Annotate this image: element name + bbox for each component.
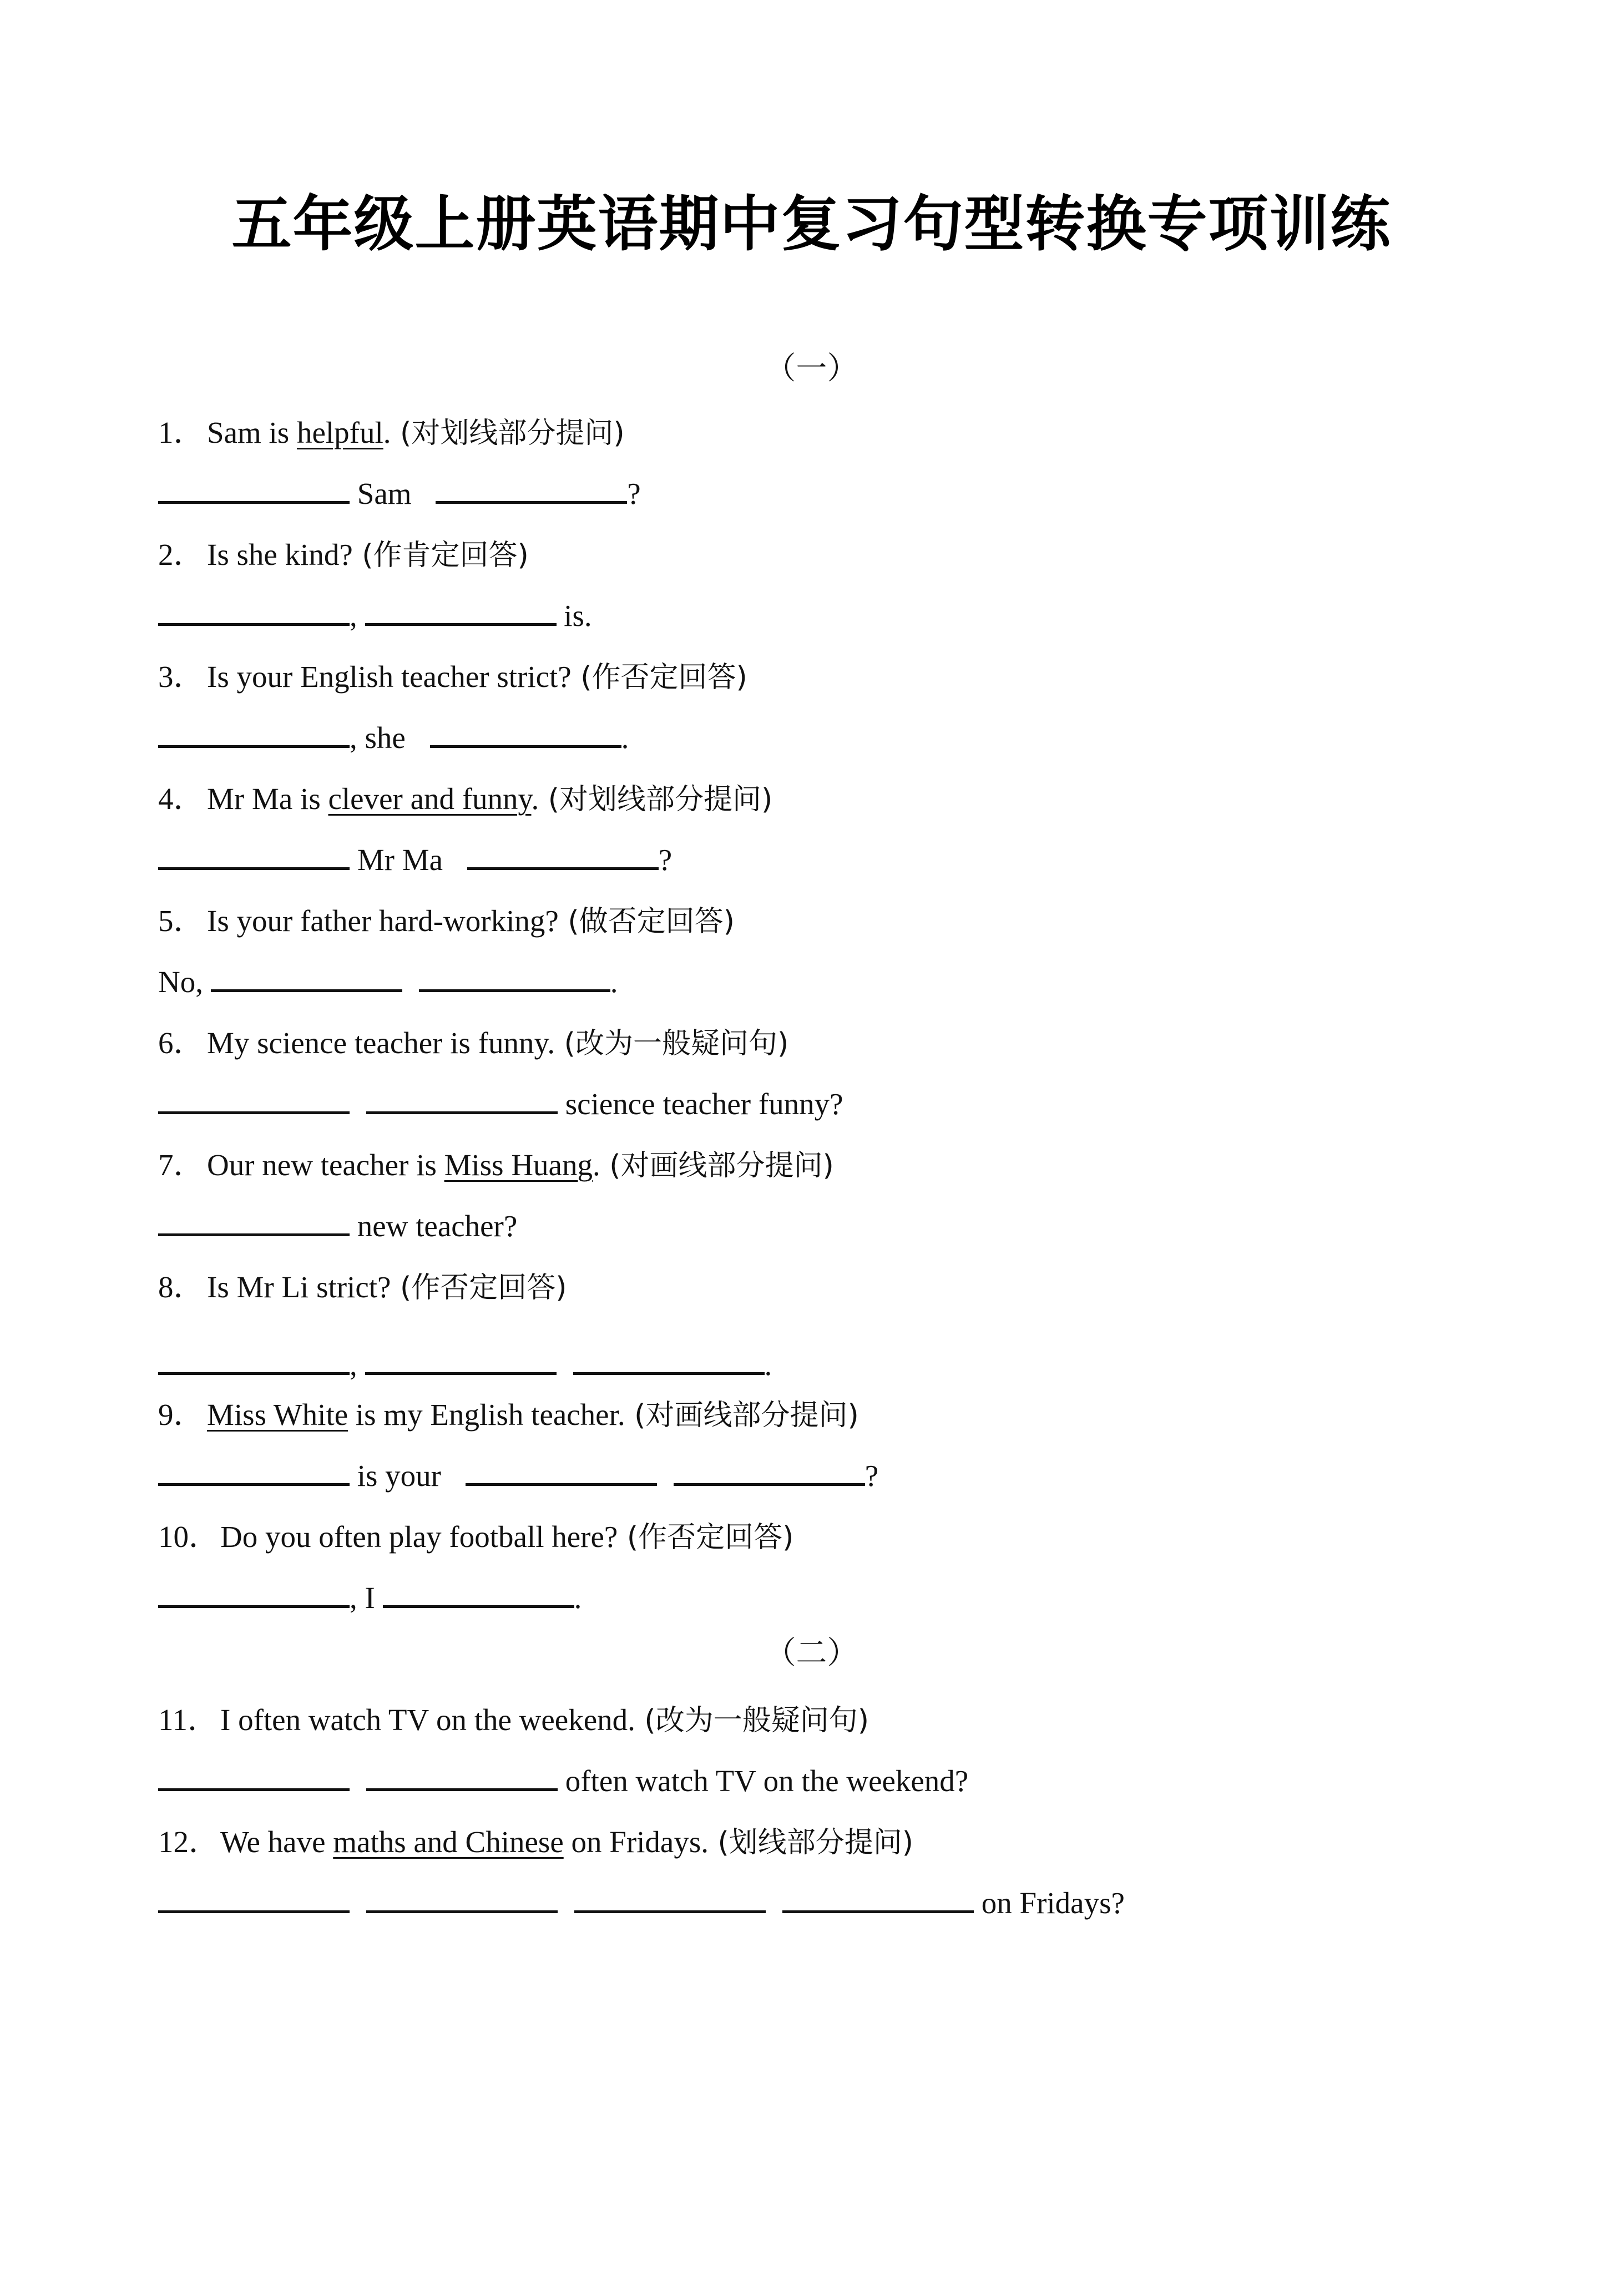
answer-blank[interactable]: [573, 1343, 765, 1375]
answer-line-11: often watch TV on the weekend?: [158, 1759, 968, 1803]
section-heading-1: （一）: [765, 352, 858, 386]
underlined-phrase: Miss White: [207, 1398, 348, 1432]
answer-blank[interactable]: [366, 1882, 558, 1913]
answer-line-5: No, .: [158, 960, 618, 1004]
instruction-hint: (作肯定回答): [352, 539, 529, 572]
answer-blank[interactable]: [383, 1576, 574, 1608]
answer-line-4: Mr Ma ?: [158, 838, 672, 882]
question-12: 12．We have maths and Chinese on Fridays. (划线部分提问): [158, 1825, 914, 1859]
question-5: 5．Is your father hard-working? (做否定回答): [158, 904, 735, 938]
question-9: 9．Miss White is my English teacher. (对画线部分提问): [158, 1398, 859, 1432]
answer-blank[interactable]: [158, 472, 350, 504]
answer-line-9: is your ?: [158, 1454, 878, 1498]
answer-blank[interactable]: [365, 1343, 557, 1375]
question-3: 3．Is your English teacher strict? (作否定回答): [158, 660, 747, 694]
question-10: 10．Do you often play football here? (作否定回答): [158, 1520, 794, 1554]
question-4: 4．Mr Ma is clever and funny. (对划线部分提问): [158, 782, 773, 816]
instruction-hint: (作否定回答): [618, 1521, 794, 1554]
answer-line-8: , .: [158, 1343, 772, 1387]
answer-blank[interactable]: [430, 716, 621, 748]
answer-blank[interactable]: [574, 1882, 766, 1913]
answer-blank[interactable]: [211, 960, 402, 992]
answer-blank[interactable]: [158, 1083, 350, 1114]
answer-line-6: science teacher funny?: [158, 1082, 843, 1126]
instruction-hint: (改为一般疑问句): [555, 1027, 789, 1060]
answer-blank[interactable]: [158, 1343, 350, 1375]
question-6: 6．My science teacher is funny. (改为一般疑问句): [158, 1026, 789, 1060]
answer-blank[interactable]: [467, 838, 659, 870]
answer-blank[interactable]: [419, 960, 610, 992]
instruction-hint: (对划线部分提问): [391, 417, 625, 450]
instruction-hint: (划线部分提问): [708, 1826, 914, 1859]
question-1: 1．Sam is helpful. (对划线部分提问): [158, 411, 625, 456]
question-11: 11．I often watch TV on the weekend. (改为一般疑问句): [158, 1703, 869, 1737]
question-7: 7．Our new teacher is Miss Huang. (对画线部分提问): [158, 1148, 834, 1182]
answer-line-7: new teacher?: [158, 1204, 517, 1248]
answer-blank[interactable]: [158, 838, 350, 870]
answer-blank[interactable]: [366, 1083, 558, 1114]
answer-line-10: , I .: [158, 1576, 582, 1620]
answer-line-2: , is.: [158, 594, 592, 638]
answer-blank[interactable]: [158, 1759, 350, 1791]
answer-line-1: Sam ?: [158, 472, 641, 516]
answer-blank[interactable]: [158, 1576, 350, 1608]
question-2: 2．Is she kind? (作肯定回答): [158, 538, 529, 572]
instruction-hint: (对划线部分提问): [539, 783, 773, 816]
answer-blank[interactable]: [466, 1454, 657, 1486]
answer-blank[interactable]: [158, 1205, 350, 1236]
answer-blank[interactable]: [158, 716, 350, 748]
answer-blank[interactable]: [158, 594, 350, 626]
question-number: 1．: [158, 416, 204, 449]
answer-line-12: on Fridays?: [158, 1881, 1125, 1925]
underlined-phrase: helpful: [296, 416, 383, 449]
section-heading-2: （二）: [765, 1636, 858, 1671]
answer-blank[interactable]: [674, 1454, 865, 1486]
instruction-hint: (作否定回答): [571, 661, 747, 694]
underlined-phrase: maths and Chinese: [333, 1825, 564, 1859]
answer-blank[interactable]: [436, 472, 627, 504]
instruction-hint: (作否定回答): [391, 1271, 567, 1304]
instruction-hint: (改为一般疑问句): [635, 1704, 869, 1737]
answer-blank[interactable]: [158, 1454, 350, 1486]
underlined-phrase: clever and funny: [328, 782, 532, 816]
page-title: 五年级上册英语期中复习句型转换专项训练: [231, 190, 1392, 259]
underlined-phrase: Miss Huang: [444, 1148, 593, 1182]
answer-blank[interactable]: [782, 1882, 974, 1913]
answer-blank[interactable]: [158, 1882, 350, 1913]
question-8: 8．Is Mr Li strict? (作否定回答): [158, 1270, 567, 1304]
answer-blank[interactable]: [366, 1759, 558, 1791]
answer-blank[interactable]: [365, 594, 557, 626]
instruction-hint: (做否定回答): [558, 905, 735, 938]
instruction-hint: (对画线部分提问): [600, 1149, 834, 1182]
answer-line-3: , she .: [158, 716, 629, 760]
instruction-hint: (对画线部分提问): [625, 1399, 859, 1432]
